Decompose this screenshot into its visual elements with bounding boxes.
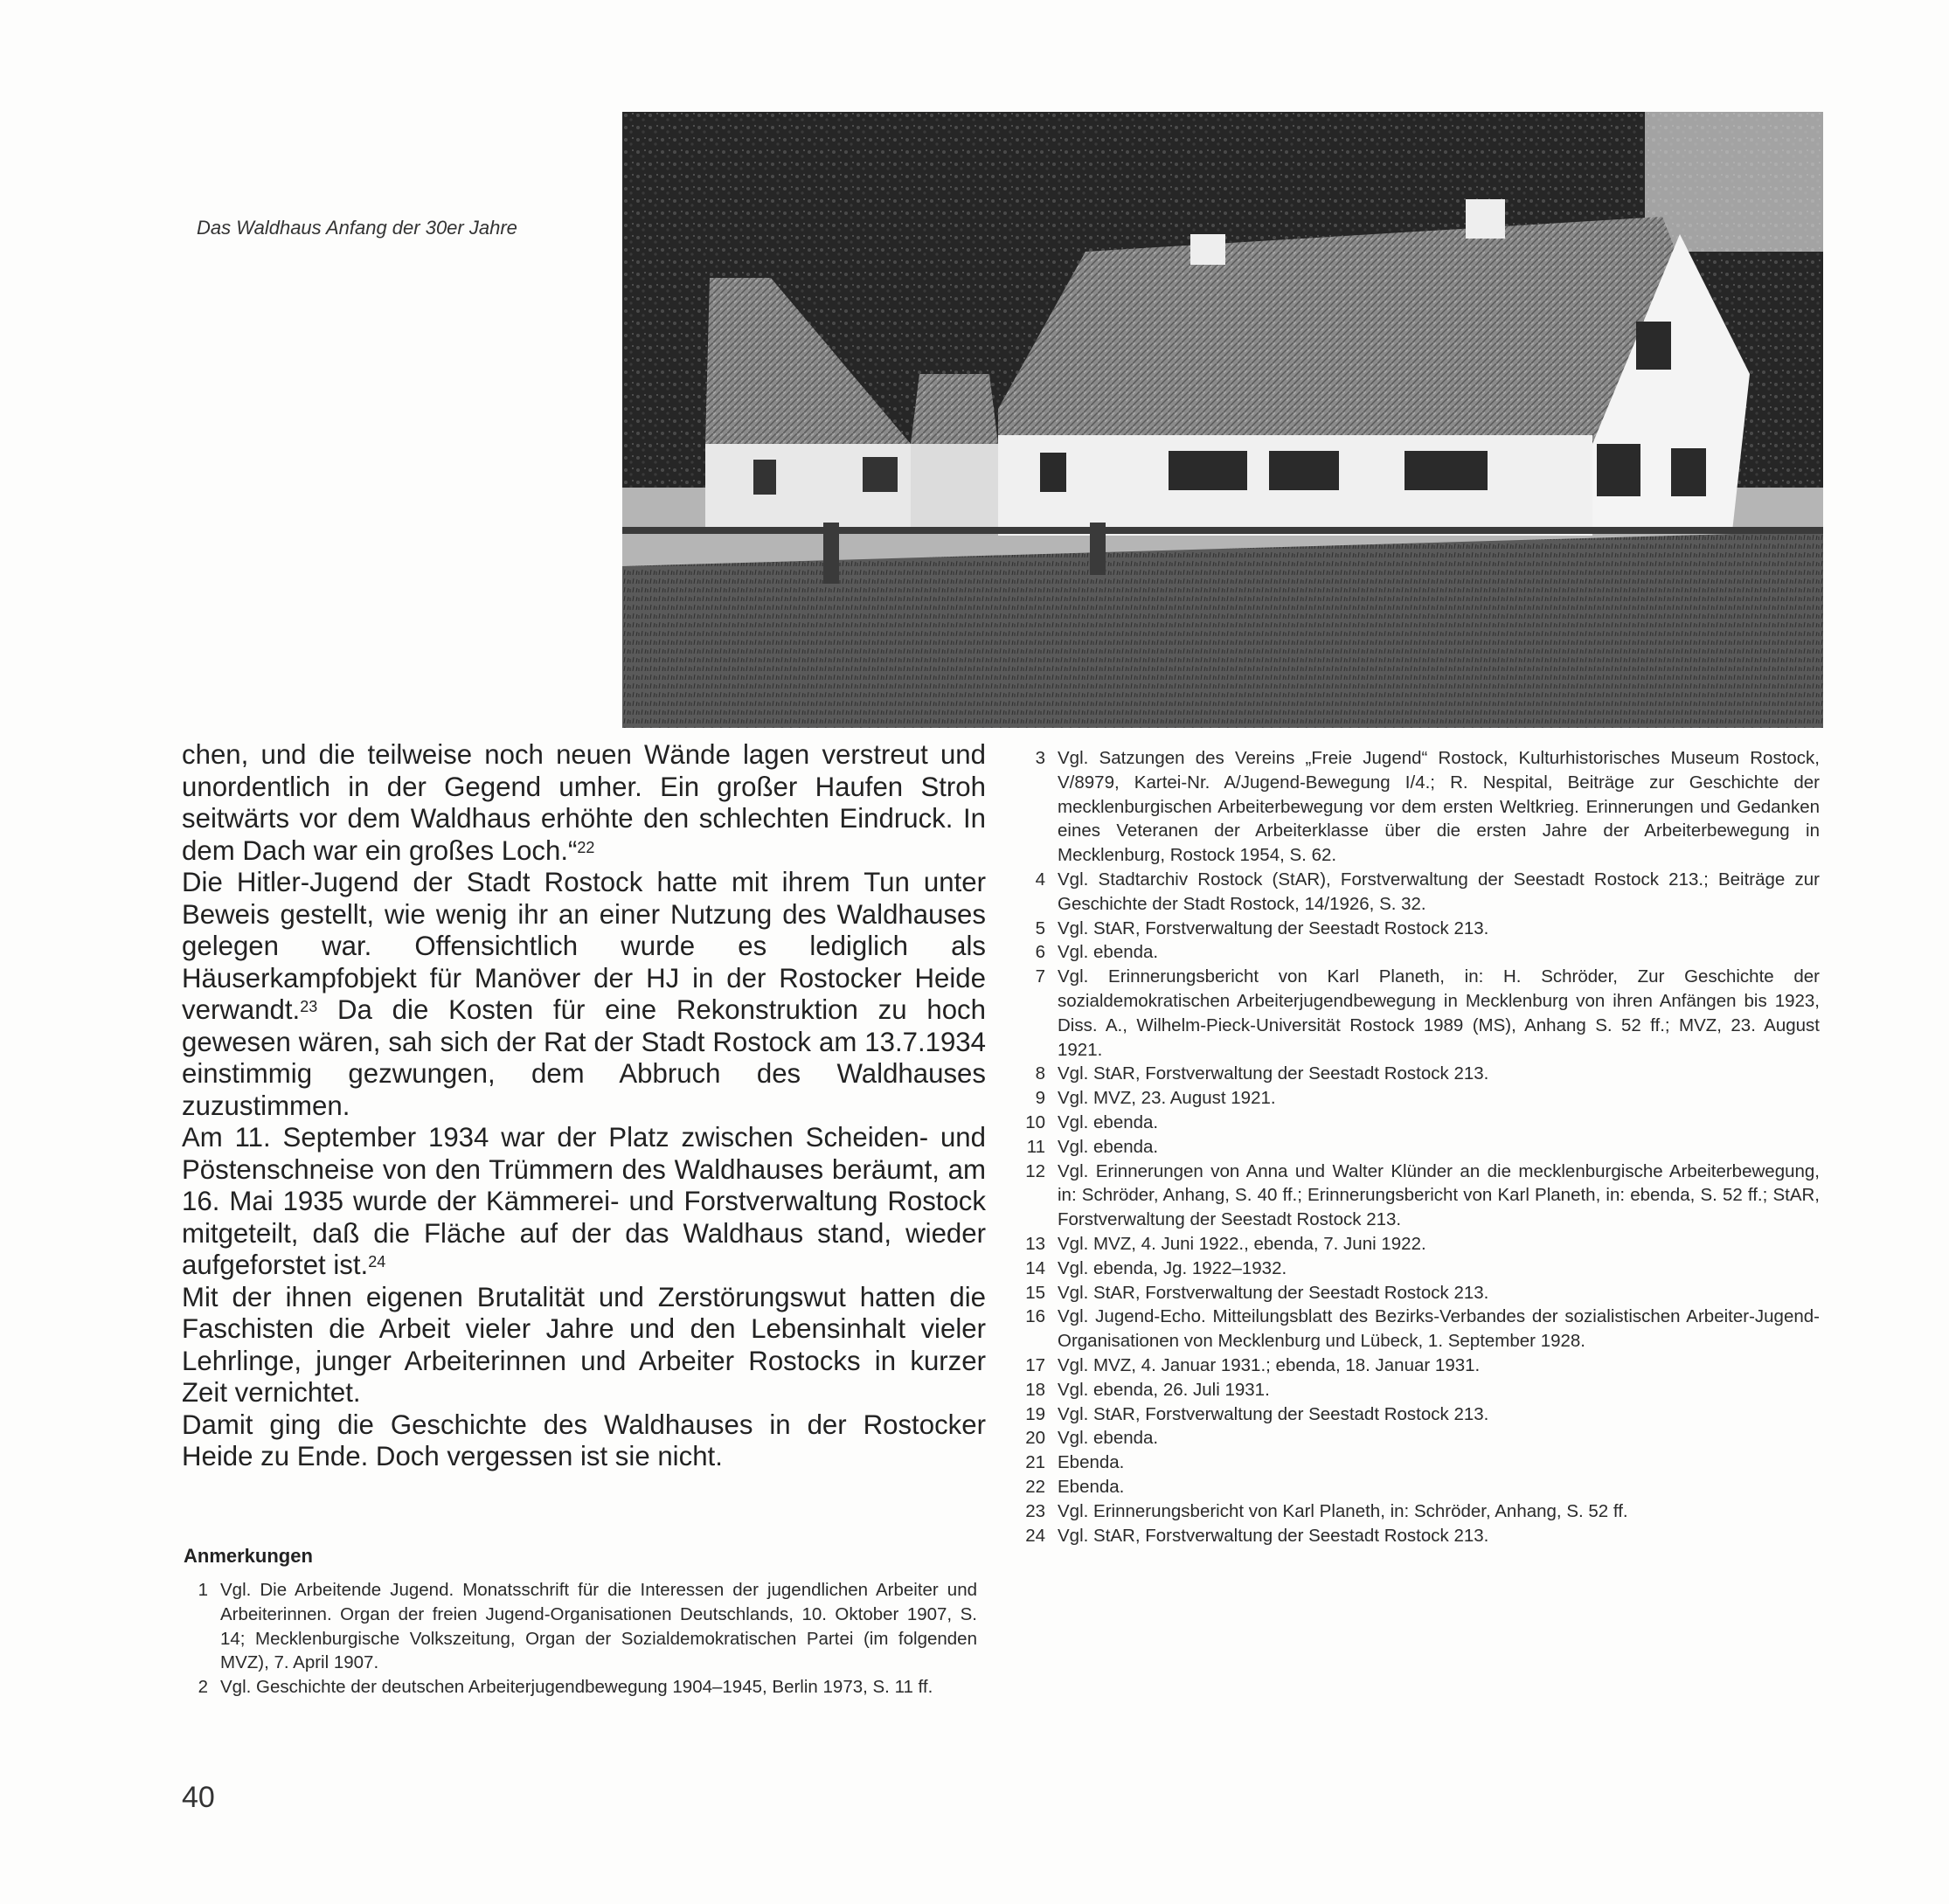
footnote-item — [1012, 1086, 1820, 1111]
footnote-item — [1012, 965, 1820, 1062]
footnote-item — [1012, 1402, 1820, 1427]
footnote-number: 3 — [1035, 748, 1045, 768]
footnote-text: Vgl. ebenda, 26. Juli 1931. — [1058, 1379, 1270, 1400]
notes-list-right — [1012, 746, 1820, 1547]
footnote-number: 8 — [1035, 1063, 1045, 1084]
footnote-number: 13 — [1025, 1233, 1045, 1254]
paragraph-4: Mit der ihnen eigenen Brutalität und Zerstörungswut hatten die Faschisten die Arbeit vieler Jahre und den Lebensinhalt vieler Lehrlinge, junger Arbeiterinnen und Arbeiter Rostocks in kurzer Zeit vernichtet. — [182, 1281, 986, 1408]
footnote-item — [175, 1675, 977, 1700]
footnote-text: Vgl. MVZ, 4. Januar 1931.; ebenda, 18. Januar 1931. — [1058, 1354, 1481, 1375]
footnote-item — [1012, 1111, 1820, 1135]
footnote-number: 12 — [1025, 1160, 1045, 1181]
footnote-number: 19 — [1025, 1403, 1045, 1424]
footnote-item — [1012, 1378, 1820, 1402]
footnote-text: Ebenda. — [1058, 1452, 1125, 1473]
thatched-house-photo-icon — [622, 112, 1823, 728]
footnote-text: Vgl. StAR, Forstverwaltung der Seestadt Rostock 213. — [1058, 917, 1489, 938]
footnote-text: Vgl. MVZ, 4. Juni 1922., ebenda, 7. Juni 1922. — [1058, 1233, 1426, 1254]
paragraph-2: Die Hitler-Jugend der Stadt Rostock hatte mit ihrem Tun unter Beweis gestellt, wie wenig ihr an einer Nutzung des Waldhauses gelegen war. Offensichtlich wurde es lediglich als Häuserkampfobjekt für Manöver der HJ in der Rostocker Heide verwandt.$^{23}$ Da die Kosten für eine Rekonstruktion zu hoch gewesen wären, sah sich der Rat der Stadt Rostock am 13.7.1934 einstimmig gezwungen, dem Abbruch des Waldhauses zuzustimmen. — [182, 867, 986, 1121]
footnote-text: Ebenda. — [1058, 1476, 1125, 1497]
footnote-text: Vgl. Erinnerungsbericht von Karl Planeth, in: H. Schröder, Zur Geschichte der sozialdemokratischen Arbeiterjugendbewegung in Mecklenburg von ihren Anfängen bis 1923, Diss. A., Wilhelm-Pieck-Universität Rostock 1989 (MS), Anhang S. 52 ff.; MVZ, 23. August 1921. — [1058, 966, 1820, 1060]
notes-list-left — [175, 1578, 977, 1700]
footnote-item — [1012, 1062, 1820, 1086]
footnote-item — [1012, 746, 1820, 868]
body-text — [182, 739, 986, 1473]
footnote-item — [1012, 1354, 1820, 1378]
footnote-number: 23 — [1025, 1500, 1045, 1521]
footnote-ref-24: 24 — [368, 1253, 386, 1270]
footnote-item — [1012, 1160, 1820, 1232]
footnote-number: 22 — [1025, 1476, 1045, 1497]
notes-heading: Anmerkungen — [184, 1545, 313, 1567]
footnote-ref-22: 22 — [577, 838, 595, 856]
footnote-item — [1012, 940, 1820, 965]
footnote-ref-23: 23 — [300, 998, 318, 1015]
footnote-text: Vgl. Satzungen des Vereins „Freie Jugend“ Rostock, Kulturhistorisches Museum Rostock, V/8979, Kartei-Nr. A/Jugend-Bewegung I/4.; R. Nespital, Beiträge zur Geschichte der mecklenburgischen Arbeiterbewegung vor dem ersten Weltkrieg. Erinnerungen und Gedanken eines Veteranen der Arbeiterklasse über die ersten Jahre der Arbeiterbewegung in Mecklenburg, Rostock 1954, S. 62. — [1058, 748, 1820, 866]
footnote-text: Vgl. Erinnerungen von Anna und Walter Klünder an die mecklenburgische Arbeiterbewegung, in: Schröder, Anhang, S. 40 ff.; Erinnerungsbericht von Karl Planeth, in: ebenda, S. 52 ff.; StAR, Forstverwaltung der Seestadt Rostock 213. — [1058, 1160, 1820, 1230]
footnote-item — [1012, 868, 1820, 917]
footnote-text: Vgl. ebenda. — [1058, 1428, 1159, 1449]
footnote-number: 24 — [1025, 1525, 1045, 1546]
footnote-item — [1012, 1426, 1820, 1451]
footnote-number: 1 — [198, 1580, 208, 1600]
footnote-text: Vgl. ebenda. — [1058, 942, 1159, 963]
footnote-number: 14 — [1025, 1257, 1045, 1278]
paragraph-3: Am 11. September 1934 war der Platz zwischen Scheiden- und Pöstenschneise von den Trümmern des Waldhauses beräumt, am 16. Mai 1935 wurde der Kämmerei- und Forstverwaltung Rostock mitgeteilt, daß die Fläche auf der das Waldhaus stand, wieder aufgeforstet ist.$^{24}$ — [182, 1122, 986, 1280]
footnote-text: Vgl. ebenda, Jg. 1922–1932. — [1058, 1257, 1287, 1278]
footnote-number: 10 — [1025, 1111, 1045, 1132]
footnote-text: Vgl. MVZ, 23. August 1921. — [1058, 1088, 1276, 1109]
footnote-text: Vgl. ebenda. — [1058, 1136, 1159, 1157]
waldhaus-photo — [622, 112, 1823, 728]
footnote-text: Vgl. StAR, Forstverwaltung der Seestadt Rostock 213. — [1058, 1063, 1489, 1084]
footnote-item — [175, 1578, 977, 1675]
footnote-item — [1012, 1305, 1820, 1354]
footnote-number: 6 — [1035, 942, 1045, 963]
footnote-number: 15 — [1025, 1282, 1045, 1303]
page-number: 40 — [182, 1781, 215, 1814]
footnote-text: Vgl. Erinnerungsbericht von Karl Planeth, in: Schröder, Anhang, S. 52 ff. — [1058, 1500, 1628, 1521]
footnote-item — [1012, 1135, 1820, 1160]
paragraph-5: Damit ging die Geschichte des Waldhauses in der Rostocker Heide zu Ende. Doch vergessen ist sie nicht. — [182, 1409, 986, 1471]
footnote-text: Vgl. ebenda. — [1058, 1111, 1159, 1132]
footnote-item — [1012, 1232, 1820, 1257]
footnote-number: 20 — [1025, 1428, 1045, 1449]
footnote-item — [1012, 1257, 1820, 1281]
footnote-number: 11 — [1026, 1136, 1045, 1157]
footnote-text: Vgl. Die Arbeitende Jugend. Monatsschrift für die Interessen der jugendlichen Arbeiter und Arbeiterinnen. Organ der freien Jugend-Organisationen Deutschlands, 10. Oktober 1907, S. 14; Mecklenburgische Volkszeitung, Organ der Sozialdemokratischen Partei (im folgenden MVZ), 7. April 1907. — [220, 1580, 977, 1673]
footnote-text: Vgl. StAR, Forstverwaltung der Seestadt Rostock 213. — [1058, 1525, 1489, 1546]
footnote-number: 9 — [1035, 1088, 1045, 1109]
footnote-number: 17 — [1025, 1354, 1045, 1375]
footnote-item — [1012, 1451, 1820, 1475]
footnote-number: 16 — [1025, 1306, 1045, 1327]
footnote-item — [1012, 1499, 1820, 1524]
figure-caption: Das Waldhaus Anfang der 30er Jahre — [197, 217, 517, 239]
footnote-number: 21 — [1025, 1452, 1045, 1473]
footnote-item — [1012, 917, 1820, 941]
footnote-text: Vgl. Stadtarchiv Rostock (StAR), Forstverwaltung der Seestadt Rostock 213.; Beiträge zur Geschichte der Stadt Rostock, 14/1926, S. 32. — [1058, 869, 1820, 914]
footnote-item — [1012, 1475, 1820, 1499]
footnote-item — [1012, 1524, 1820, 1548]
footnote-item — [1012, 1281, 1820, 1305]
footnote-text: Vgl. StAR, Forstverwaltung der Seestadt Rostock 213. — [1058, 1282, 1489, 1303]
footnote-text: Vgl. Geschichte der deutschen Arbeiterjugendbewegung 1904–1945, Berlin 1973, S. 11 ff. — [220, 1677, 933, 1698]
footnote-number: 4 — [1035, 869, 1045, 890]
footnote-number: 5 — [1035, 917, 1045, 938]
footnote-number: 2 — [198, 1677, 208, 1698]
footnote-number: 18 — [1025, 1379, 1045, 1400]
footnote-text: Vgl. Jugend-Echo. Mitteilungsblatt des Bezirks-Verbandes der sozialistischen Arbeiter-Jugend-Organisationen von Mecklenburg und Lübeck, 1. September 1928. — [1058, 1306, 1820, 1352]
paragraph-1: chen, und die teilweise noch neuen Wände lagen verstreut und unordentlich in der Gegend umher. Ein großer Haufen Stroh seitwärts vor dem Waldhaus erhöhte den schlechten Eindruck. In dem Dach war ein großes Loch.“$^{22}$ — [182, 739, 986, 866]
footnote-text: Vgl. StAR, Forstverwaltung der Seestadt Rostock 213. — [1058, 1403, 1489, 1424]
footnote-number: 7 — [1035, 966, 1045, 987]
